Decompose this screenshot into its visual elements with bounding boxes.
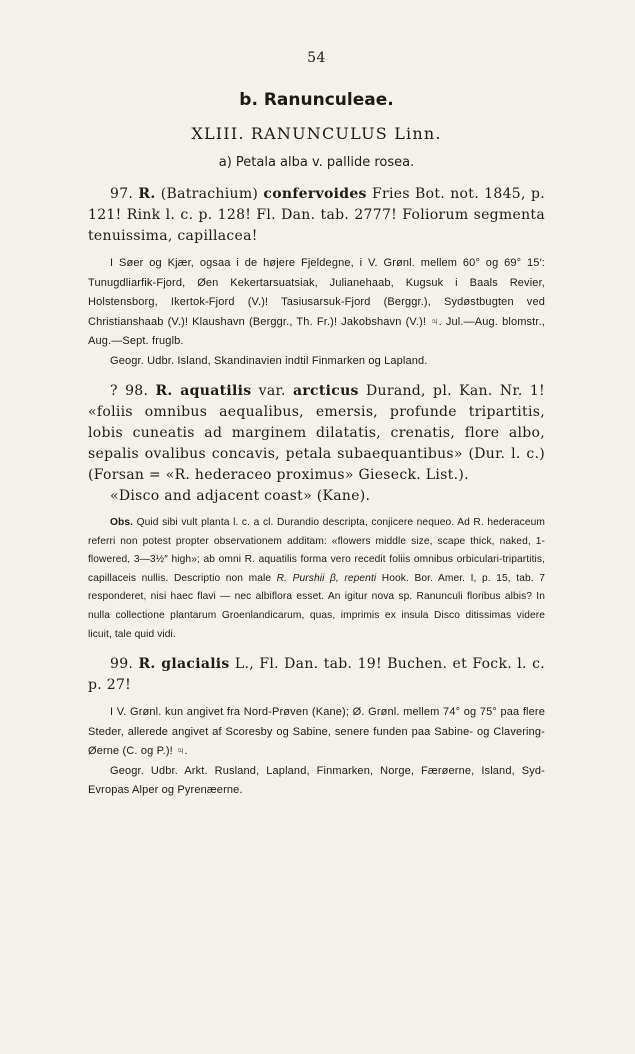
obs-text-end: Hook. Bor. Amer. I, p. 15, tab. 7 responderet, nisi haec flavi — nec albiflora esset. An igitur nova sp. Ranunculi floribus albis? In nulla collectione plantarum Groenlandicarum, quas, imprimis ex insula Disco ditissimas videre licuit, tale quid vidi.	[88, 572, 545, 640]
subsection-heading: a) Petala alba v. pallide rosea.	[218, 155, 415, 170]
obs-label: Obs.	[110, 517, 134, 528]
obs-italic: R. Purshii β, repenti	[276, 572, 377, 584]
citation: Fries Bot. not. 1845, p. 121! Rink l. c. p. 128! Fl. Dan. tab. 2777! Foliorum segmenta tenuissima, capillacea!	[88, 186, 545, 244]
species-name: aquatilis	[172, 383, 252, 399]
species-name: glacialis	[155, 656, 230, 673]
entry-97-lead	[88, 184, 545, 247]
entry-number: 97.	[110, 186, 139, 202]
entry-97-geogr: Geogr. Udbr. Island, Skandinavien indtil Finmarken og Lapland.	[110, 354, 428, 367]
citation: L., Fl. Dan. tab. 19! Buchen. et Fock. l. c. p. 27!	[88, 656, 545, 694]
species-name: confervoides	[263, 186, 367, 202]
entry-98-observation	[88, 514, 545, 644]
entry-number: ? 98.	[110, 383, 156, 399]
entry-number: 99.	[110, 656, 139, 673]
variety-name: arcticus	[292, 383, 359, 399]
genus-abbrev: R.	[138, 656, 156, 673]
page-body	[88, 50, 545, 801]
obs-text: Quid sibi vult planta l. c. a cl. Durandio descripta, conjicere nequeo. Ad R. hederaceum referri non potest propter observationem additam: «flowers middle size, scape thick, naked, 1-flowered, 3—3½″ high»; ab omni R. aquatilis forma vero recedit foliis omnibus orbiculari-tripartitis, capillaceis nullis. Descriptio non male	[88, 517, 545, 584]
subgenus: (Batrachium)	[155, 186, 264, 202]
entry-99-habitat: I V. Grønl. kun angivet fra Nord-Prøven (Kane); Ø. Grønl. mellem 74° og 75° paa flere Steder, allerede angivet af Scoresby og Sabine, senere funden paa Sabine- og Clavering-Øerne (C. og P.)! ♃.	[88, 706, 545, 758]
section-title: b. Ranunculeae.	[239, 90, 394, 110]
entry-98-locality: «Disco and adjacent coast» (Kane).	[110, 488, 371, 504]
genus-abbrev: R.	[155, 383, 173, 399]
var-label: var.	[251, 383, 293, 399]
entry-98-lead	[88, 381, 545, 486]
page-number: 54	[307, 50, 326, 66]
genus-heading: XLIII. RANUNCULUS Linn.	[191, 124, 442, 143]
entry-99-lead	[88, 654, 545, 696]
citation: Durand, pl. Kan. Nr. 1! «foliis omnibus aequalibus, emersis, profunde tripartitis, lobis cuneatis ad marginem dilatatis, crenatis, flore albo, sepalis ovalibus concavis, petala subaequantibus» (Dur. l. c.) (Forsan = «R. hederaceo proximus» Gieseck. List.).	[88, 383, 545, 483]
genus-abbrev: R.	[138, 186, 156, 202]
entry-99-geogr: Geogr. Udbr. Arkt. Rusland, Lapland, Finmarken, Norge, Færøerne, Island, Syd-Evropas Alper og Pyrenæerne.	[88, 764, 545, 797]
entry-97-habitat: I Søer og Kjær, ogsaa i de højere Fjeldegne, i V. Grønl. mellem 60° og 69° 15′: Tunugdliarfik-Fjord, Øen Kekertarsuatsiak, Julianehaab, Kugsuk i Baals Revier, Holstensborg, Ikertok-Fjord (V.)! Tasiusarsuk-Fjord (Berggr.), Sydøstbugten ved Christianshaab (V.)! Klaushavn (Berggr., Th. Fr.)! Jakobshavn (V.)! ♃. Jul.—Aug. blomstr., Aug.—Sept. fruglb.	[88, 257, 545, 347]
